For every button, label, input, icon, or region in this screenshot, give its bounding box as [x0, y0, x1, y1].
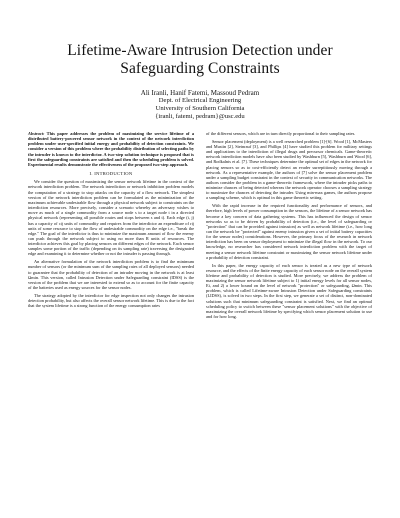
title-line-2: Safeguarding Constraints: [120, 60, 280, 77]
left-column: [28, 131, 194, 322]
paper-title: [28, 0, 372, 78]
right-paragraph-1: of the different sensors, which are in turn directly proportional to their sampling rates.: [206, 131, 356, 136]
affiliation-university: University of Southern California: [155, 105, 245, 112]
intro-paragraph-1: We consider the question of maximizing the sensor network lifetime in the context of the network interdiction problem. The network interdiction or network inhibition problem models the computation of a strategy to stop attacks on the capacity of a flow network. The simplest version of the network interdiction problem can be formulated as the minimization of the maximum achievable undesirable flow through a physical network subject to constraints on the interdiction resources. More precisely, consider a scenario whereby an adversary wishes to move as much of a single commodity from a source node s to a target node t in a directed physical network (representing all possible routes and stops between s and t). Each edge (i, j) has a capacity of cij units of commodity and requires from the interdictor an expenditure of rij units of some resource to stop the flow of undesirable commodity on the edge i.e., "break the edge." The goal of the interdictor is thus to minimize the maximum amount of flow the enemy can push through the network subject to using no more than R units of resources. The interdictor achieves this goal by placing sensors on different edges of the network. Each sensor samples some portion of the traffic (depending on its sampling rate) traversing the designated edge and examining it to determine whether or not the intruder is passing through.: [28, 179, 194, 257]
author-emails: {iranli, fatemi, pedram}@usc.edu: [155, 113, 245, 120]
right-column: [206, 131, 372, 322]
title-line-1: Lifetime-Aware Intrusion Detection under: [67, 42, 333, 59]
intro-paragraph-3: The strategy adopted by the interdictor for edge inspection not only changes the intrusion detection probability, but also affects the overall sensor network lifetime. This is due to the fact that the system lifetime is a strong function of the energy consumption rates: [28, 292, 194, 309]
right-paragraph-2: Sensor placement (deployment) is a well researched problem [1]-[6]. Wood [1], McMasters and Mustin [2], Steinrauf [3], and Phillips [4] have studied this problem for military settings and applications to the interdiction of illegal drugs and precursor chemicals. Game-theoretic network interdiction models have also been studied by Washburn [5], Washburn and Wood [6], and Rodkalnis et al. [7]. These techniques determine the optimal set of edges in the network for placing sensors so as to cost-efficiently detect an evader surreptitiously moving through a network. As a representative example, the authors of [7] solve the sensor placement problem under a sampling budget constraint in the context of security in communication networks. The authors consider the problem in a game-theoretic framework, where the intruder picks paths to minimize chances of being detected whereas the network operator chooses a sampling strategy to maximize the chances of detecting the intruder. Using min-max games, the authors propose a sampling scheme, which is optimal in this game theoretic setting.: [206, 138, 372, 201]
abstract: [28, 131, 194, 167]
author-names: Ali Iranli, Hanif Fatemi, Massoud Pedram: [140, 89, 260, 97]
intro-paragraph-2: An alternative formulation of the network interdiction problem is to find the minimum number of sensors (or the minimum sum of the sampling rates of all deployed sensors) needed to guarantee that the probability of detection of an intruder moving in the network is at least Ωmin. This version, called Intrusion Detection under Safeguarding constraint (IDSS) is the version of the problem that we are interested to extend so as to account for the finite capacity of the batteries used as energy sources for the sensor nodes.: [28, 259, 194, 290]
section-heading-introduction: I. INTRODUCTION: [89, 171, 133, 177]
body-columns: [28, 131, 372, 322]
affiliation-dept: Dept. of Electrical Engineering: [158, 97, 242, 104]
abstract-body: This paper addresses the problem of maximizing the service lifetime of a distributed battery-powered sensor network in the context of the network interdiction problem under user-specified initial energy and probability of detection constraints. We consider a version of this problem where the probability distribution of selecting paths by the intruder is known to the interdictor. A two-step solution technique is proposed that is first the safeguarding constraints are satisfied and then the scheduling problem is solved. Experimental results demonstrate the effectiveness of the proposed two-step approach.: [28, 131, 194, 167]
right-paragraph-3: With the rapid increase in the required functionality and performance of sensors, and therefore, high levels of power consumption in the sensors, the lifetime of a sensor network has become a key concern of data gathering systems. This has influenced the design of sensor networks so as to be driven by probability of detection (i.e., the level of safeguarding or "protection" that can be provided against intrusion) as well as network lifetime (i.e., how long can the network be "protected" against enemy intrusion given a set of initial battery capacities for the sensor nodes) considerations. However, the primary focus of the research in network interdiction has been on sensor deployment to minimize the illegal flow in the network. To our knowledge, no researcher has considered network interdiction problem with the target of meeting a sensor network lifetime constraint or maximizing the sensor network lifetime under a probability of detection constraint.: [206, 203, 372, 260]
abstract-lead: Abstract:: [28, 131, 45, 136]
right-paragraph-4: In this paper, the energy capacity of each sensor is treated as a new type of network resource, and the effects of the finite energy capacity of each sensor node on the overall system lifetime and probability of detection is studied. More precisely, we address the problem of maximizing the sensor network lifetime subject to 1) initial energy levels for all sensor nodes, Ei, and 2) a lower bound on the level of network "protection" or safeguarding, Ωmin. This problem, which is called Lifetime-aware Intrusion Detection under Safeguarding constraints (LIDSS), is solved in two steps. In the first step, we generate a set of distinct, non-dominated solutions such that minimum safeguarding constraint is satisfied. Next, we find an optimal scheduling policy to switch between these "sensor placement solutions" with the objective of maximizing the overall network lifetime by specifying which sensor placement solution to use and for how long.: [206, 262, 372, 320]
author-block: [28, 89, 372, 121]
